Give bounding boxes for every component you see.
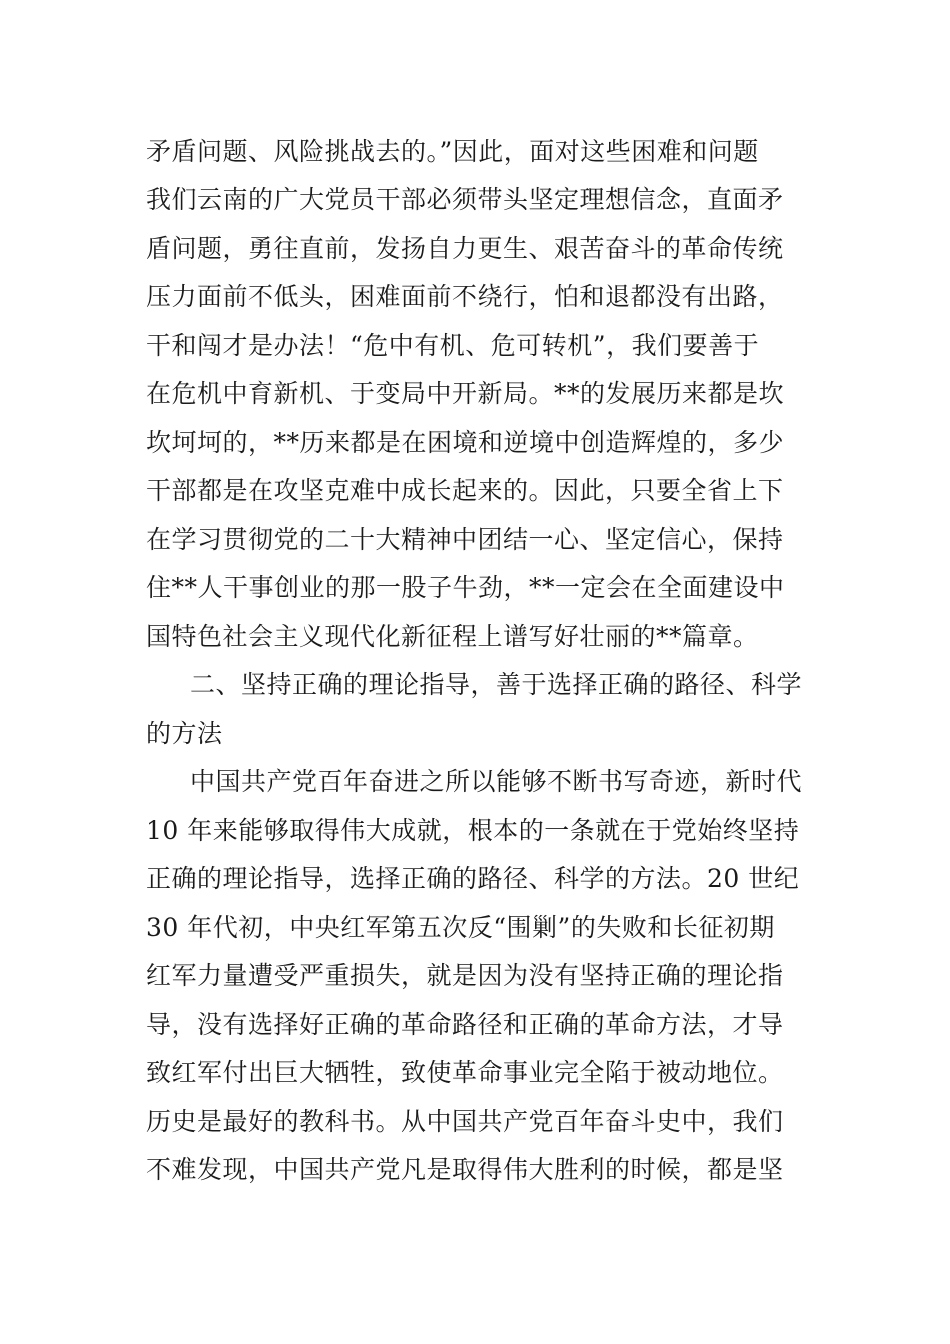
- text-line: 干和闯才是办法！“危中有机、危可转机”，我们要善于: [146, 331, 760, 360]
- text-line: 在危机中育新机、于变局中开新局。**的发展历来都是坎: [146, 379, 785, 408]
- section-heading-continued: 的方法: [146, 719, 223, 748]
- text-line: 压力面前不低头，困难面前不绕行，怕和退都没有出路，: [146, 282, 784, 311]
- text-line: 干部都是在攻坚克难中成长起来的。因此，只要全省上下: [146, 476, 784, 505]
- text-line: 正确的理论指导，选择正确的路径、科学的方法。20 世纪: [146, 864, 800, 893]
- text-line: 国特色社会主义现代化新征程上谱写好壮丽的**篇章。: [146, 622, 759, 651]
- text-line: 住**人干事创业的那一股子牛劲，**一定会在全面建设中: [146, 573, 785, 602]
- text-line: 历史是最好的教科书。从中国共产党百年奋斗史中，我们: [146, 1107, 784, 1136]
- text-line: 30 年代初，中央红军第五次反“围剿”的失败和长征初期: [146, 913, 775, 942]
- text-line: 在学习贯彻党的二十大精神中团结一心、坚定信心，保持: [146, 525, 784, 554]
- text-line: 红军力量遭受严重损失，就是因为没有坚持正确的理论指: [146, 961, 784, 990]
- text-line: 矛盾问题、风险挑战去的。”因此，面对这些困难和问题: [146, 137, 759, 166]
- text-line: 10 年来能够取得伟大成就，根本的一条就在于党始终坚持: [146, 816, 800, 845]
- text-line: 盾问题，勇往直前，发扬自力更生、艰苦奋斗的革命传统: [146, 234, 784, 263]
- text-line: 致红军付出巨大牺牲，致使革命事业完全陷于被动地位。: [146, 1058, 784, 1087]
- section-heading: 二、坚持正确的理论指导，善于选择正确的路径、科学: [190, 670, 803, 699]
- text-line: 坎坷坷的，**历来都是在困境和逆境中创造辉煌的，多少: [146, 428, 785, 457]
- text-line: 导，没有选择好正确的革命路径和正确的革命方法，才导: [146, 1010, 784, 1039]
- text-line: 我们云南的广大党员干部必须带头坚定理想信念，直面矛: [146, 185, 784, 214]
- text-line: 不难发现，中国共产党凡是取得伟大胜利的时候，都是坚: [146, 1155, 784, 1184]
- paragraph-start: 中国共产党百年奋进之所以能够不断书写奇迹，新时代: [190, 767, 803, 796]
